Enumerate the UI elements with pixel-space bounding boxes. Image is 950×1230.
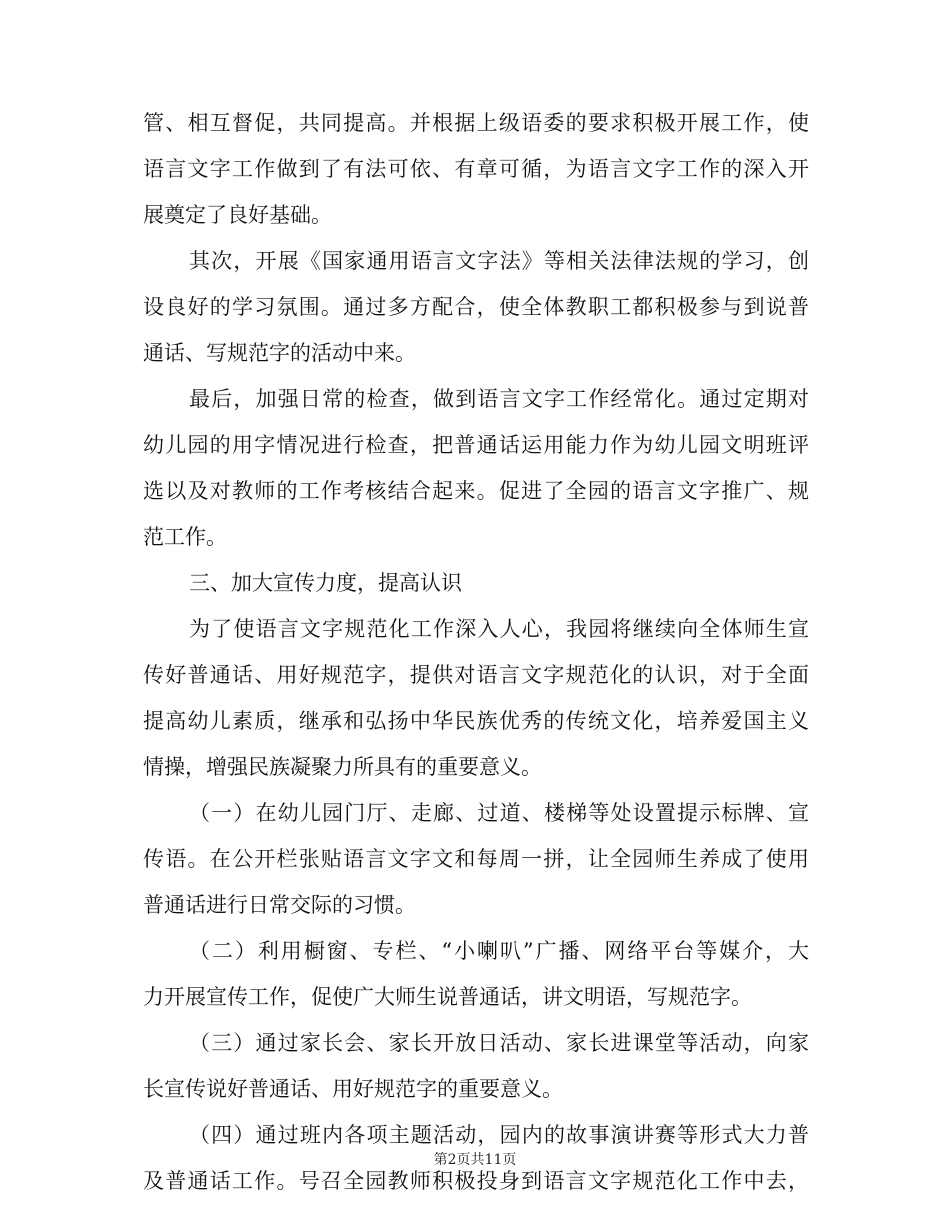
text-line: （四）通过班内各项主题活动，园内的故事演讲赛等形式大力普 [189,1123,809,1147]
text-line: 展奠定了良好基础。 [143,203,332,227]
text-line: 范工作。 [143,525,227,549]
text-line: 其次，开展《国家通用语言文字法》等相关法律法规的学习，创 [189,249,809,273]
text-line: 管、相互督促，共同提高。并根据上级语委的要求积极开展工作，使 [143,111,809,135]
text-line: 及普通话工作。号召全园教师积极投身到语言文字规范化工作中去， [143,1169,809,1193]
document-body [143,100,809,1204]
text-line: （三）通过家长会、家长开放日活动、家长进课堂等活动，向家 [189,1031,809,1055]
text-line: 为了使语言文字规范化工作深入人心，我园将继续向全体师生宣 [189,617,809,641]
text-line: （二）利用橱窗、专栏、“小喇叭”广播、网络平台等媒介，大 [189,939,809,963]
text-line: 提高幼儿素质，继承和弘扬中华民族优秀的传统文化，培养爱国主义 [143,709,809,733]
section-heading: 三、加大宣传力度，提高认识 [189,571,462,595]
text-line: 传语。在公开栏张贴语言文字文和每周一拼，让全园师生养成了使用 [143,847,809,871]
text-line: 普通话进行日常交际的习惯。 [143,893,416,917]
text-line: 幼儿园的用字情况进行检查，把普通话运用能力作为幼儿园文明班评 [143,433,809,457]
text-line: 力开展宣传工作，促使广大师生说普通话，讲文明语，写规范字。 [143,985,752,1009]
text-line: 选以及对教师的工作考核结合起来。促进了全园的语言文字推广、规 [143,479,809,503]
text-line: 情操，增强民族凝聚力所具有的重要意义。 [143,755,542,779]
text-line: 通话、写规范字的活动中来。 [143,341,416,365]
text-line: （一）在幼儿园门厅、走廊、过道、楼梯等处设置提示标牌、宣 [189,801,809,825]
text-line: 传好普通话、用好规范字，提供对语言文字规范化的认识，对于全面 [143,663,809,687]
text-line: 长宣传说好普通话、用好规范字的重要意义。 [143,1077,563,1101]
text-line: 设良好的学习氛围。通过多方配合，使全体教职工都积极参与到说普 [143,295,809,319]
text-line: 最后，加强日常的检查，做到语言文字工作经常化。通过定期对 [189,387,809,411]
text-line: 语言文字工作做到了有法可依、有章可循，为语言文字工作的深入开 [143,157,809,181]
page-number-footer: 第2页共11页 [433,1152,517,1168]
